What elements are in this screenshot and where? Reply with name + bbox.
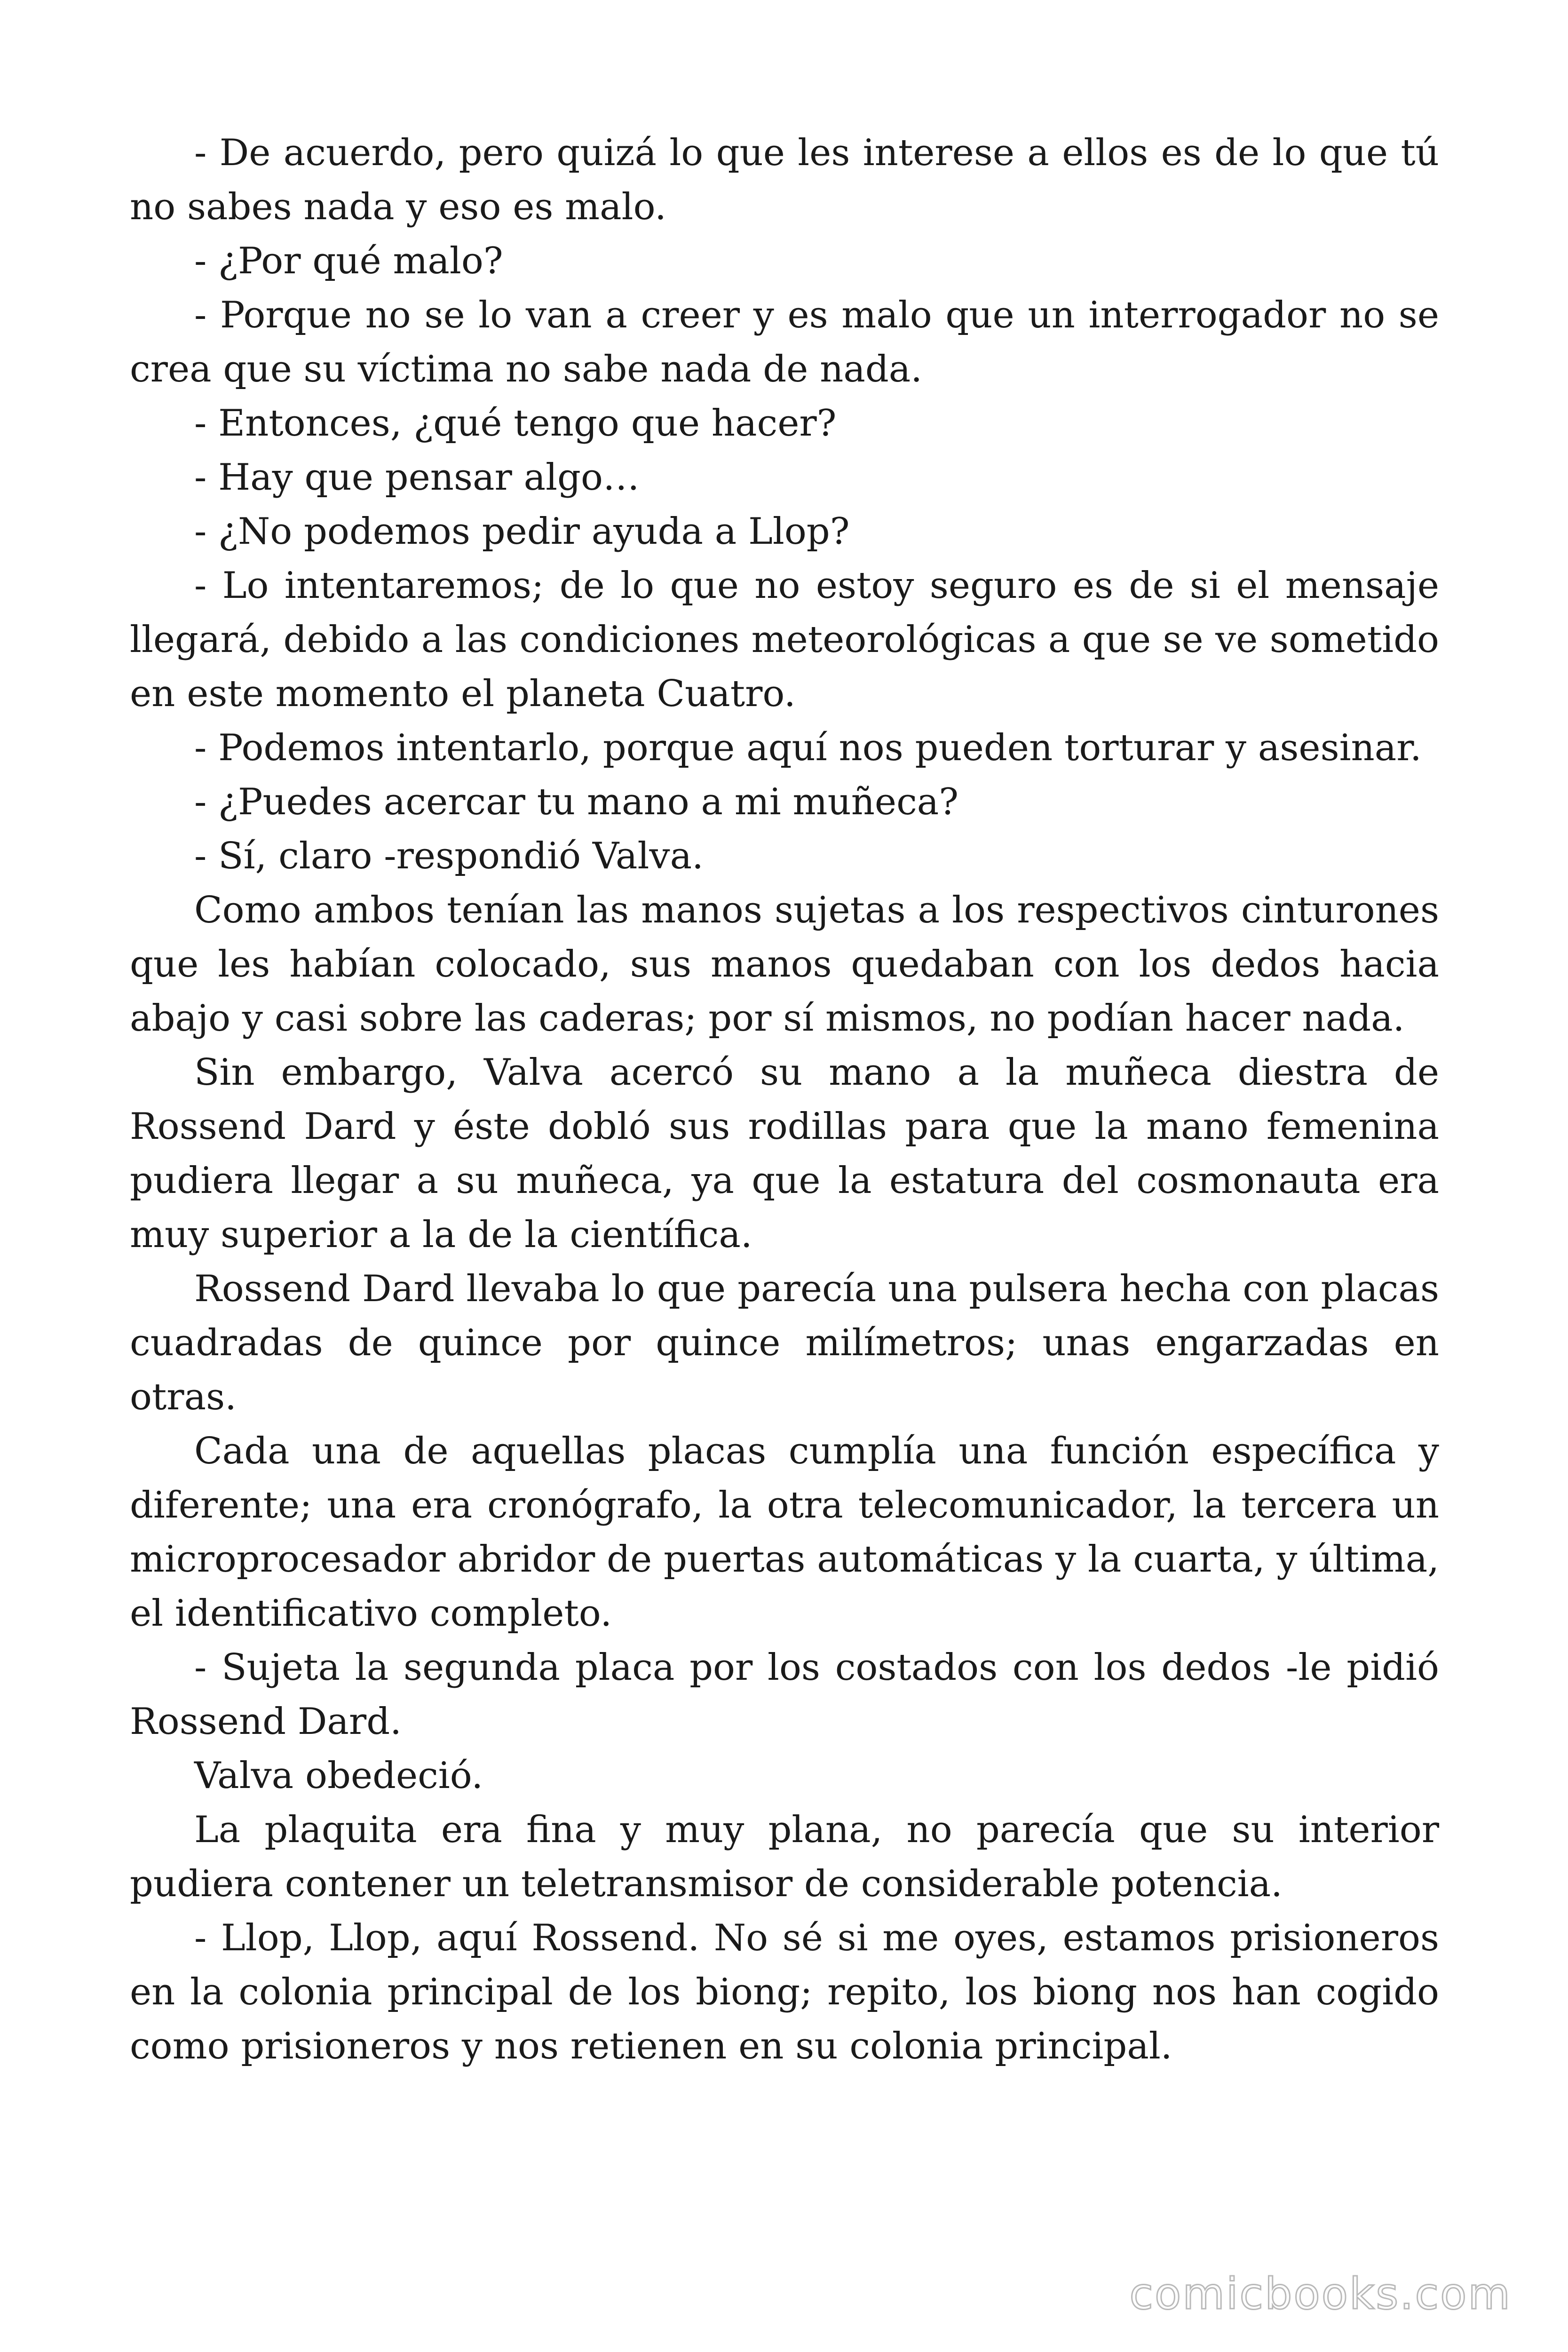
paragraph: - Entonces, ¿qué tengo que hacer? — [194, 402, 837, 445]
paragraph: - Llop, Llop, aquí Rossend. No sé si me oyes, estamos prisioneros en la colonia principal de los biong; repito, los biong nos han cogido como prisioneros y nos retienen en su colonia principal. — [130, 1917, 1439, 2067]
paragraph: Valva obedeció. — [194, 1755, 483, 1797]
paragraph: - Porque no se lo van a creer y es malo que un interrogador no se crea que su víctima no sabe nada de nada. — [130, 294, 1439, 390]
paragraph: - Podemos intentarlo, porque aquí nos pueden torturar y asesinar. — [194, 727, 1422, 769]
paragraph: - Sujeta la segunda placa por los costados con los dedos -le pidió Rossend Dard. — [130, 1646, 1439, 1743]
paragraph: - ¿Por qué malo? — [194, 240, 503, 282]
paragraph: Cada una de aquellas placas cumplía una función específica y diferente; una era cronógrafo, la otra telecomunicador, la tercera un microprocesador abridor de puertas automáticas y la cuarta, y última, el identificativo completo. — [130, 1430, 1439, 1635]
paragraph: - ¿Puedes acercar tu mano a mi muñeca? — [194, 781, 959, 823]
paragraph: - De acuerdo, pero quizá lo que les interese a ellos es de lo que tú no sabes nada y eso es malo. — [130, 132, 1439, 228]
paragraph: - ¿No podemos pedir ayuda a Llop? — [194, 510, 850, 553]
paragraph: - Hay que pensar algo… — [194, 456, 640, 499]
paragraph: Como ambos tenían las manos sujetas a los respectivos cinturones que les habían colocado, sus manos quedaban con los dedos hacia abajo y casi sobre las caderas; por sí mismos, no podían hacer nada. — [130, 889, 1439, 1040]
paragraph: - Sí, claro -respondió Valva. — [194, 835, 704, 877]
paragraph: - Lo intentaremos; de lo que no estoy seguro es de si el mensaje llegará, debido a las condiciones meteorológicas a que se ve sometido en este momento el planeta Cuatro. — [130, 564, 1439, 715]
watermark-logo: comicbooks.com — [1129, 2269, 1512, 2319]
paragraph: Rossend Dard llevaba lo que parecía una pulsera hecha con placas cuadradas de quince por quince milímetros; unas engarzadas en otras. — [130, 1268, 1439, 1418]
paragraph: La plaquita era fina y muy plana, no parecía que su interior pudiera contener un teletransmisor de considerable potencia. — [130, 1809, 1439, 1905]
paragraph: Sin embargo, Valva acercó su mano a la muñeca diestra de Rossend Dard y éste dobló sus rodillas para que la mano femenina pudiera llegar a su muñeca, ya que la estatura del cosmonauta era muy superior a la de la científica. — [130, 1051, 1439, 1256]
body-text — [130, 126, 1439, 2074]
